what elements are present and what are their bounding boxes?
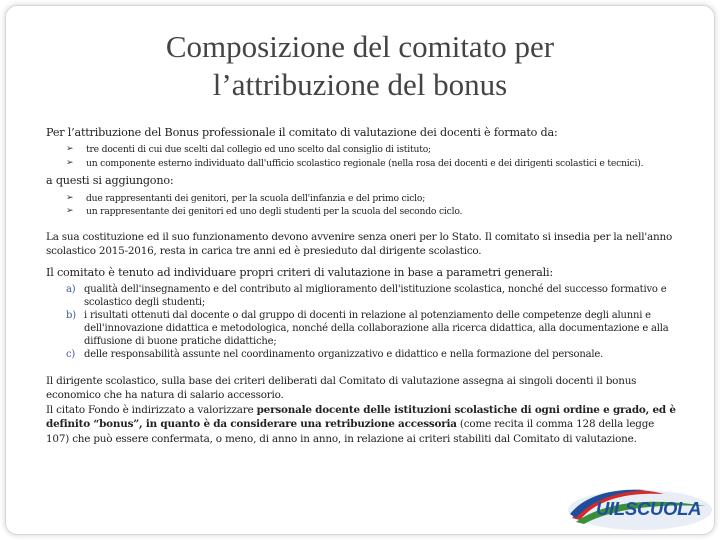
dirigente-paragraph: Il dirigente scolastico, sulla base dei criteri deliberati dal Comitato di valutazione assegna ai singoli docenti il bonus economico che ha natura di salario accessorio. (46, 375, 637, 402)
slide-body (46, 126, 680, 446)
additional-members-list (46, 192, 680, 219)
list-item: ➢ due rappresentanti dei genitori, per la scuola dell'infanzia e del primo ciclo; (66, 192, 426, 204)
list-marker: a) (66, 284, 76, 296)
additional-members-heading: a questi si aggiungono: (46, 174, 174, 188)
arrow-bullet-icon: ➢ (66, 144, 74, 155)
logo-text: UILSCUOLA (596, 498, 702, 519)
fondo-highlight: personale docente delle istituzioni scolastiche di ogni ordine e grado, ed è definito “bonus”, in quanto è da considerare una retribuzione accessoria (46, 403, 676, 431)
slide-title (60, 28, 660, 104)
fondo-paragraph: Il citato Fondo è indirizzato a valorizzare personale docente delle istituzioni scolastiche di ogni ordine e grado, ed è definito “bonus”, in quanto è da considerare una retribuzione accessoria (come recita il comma 128 della legge 107) che può essere confermata, o meno, di anno in anno, in relazione ai criteri stabiliti dal Comitato di valutazione. (46, 403, 676, 445)
intro-paragraph: Per l’attribuzione del Bonus professionale il comitato di valutazione dei docenti è formato da: (46, 126, 558, 139)
criteri-intro: Il comitato è tenuto ad individuare propri criteri di valutazione in base a parametri generali: (46, 265, 553, 279)
title-line-2: l’attribuzione del bonus (212, 67, 508, 102)
uilscuola-logo (566, 484, 714, 532)
title-line-1: Composizione del comitato per (165, 29, 555, 64)
costituzione-paragraph: La sua costituzione ed il suo funzionamento devono avvenire senza oneri per lo Stato. Il comitato si insedia per la nell'anno scolastico 2015-2016, resta in carica tre anni ed è presieduto dal dirigente scolastico. (46, 230, 673, 258)
criteri-list (46, 283, 680, 361)
list-item: a) qualità dell'insegnamento e del contributo al miglioramento dell'istituzione scolastica, nonché del successo formativo e scolastico degli studenti; (66, 284, 667, 309)
list-item: ➢ un componente esterno individuato dall'ufficio scolastico regionale (nella rosa dei docenti e dei dirigenti scolastici e tecnici). (66, 157, 644, 169)
list-marker: c) (66, 349, 76, 361)
list-item: ➢ tre docenti di cui due scelti dal collegio ed uno scelto dal consiglio di istituto; (66, 144, 431, 156)
list-item: ➢ un rappresentante dei genitori ed uno degli studenti per la scuola del secondo ciclo. (66, 206, 463, 218)
list-item: c) delle responsabilità assunte nel coordinamento organizzativo e didattico e nella formazione del personale. (66, 349, 604, 361)
arrow-bullet-icon: ➢ (66, 157, 74, 168)
list-marker: b) (66, 310, 76, 322)
arrow-bullet-icon: ➢ (66, 192, 74, 203)
members-list (46, 143, 680, 170)
arrow-bullet-icon: ➢ (66, 206, 74, 217)
list-item: b) i risultati ottenuti dal docente o dal gruppo di docenti in relazione al potenziamento delle competenze degli alunni e dell'innovazione didattica e metodologica, nonché della collaborazione alla ricerca didattica, alla documentazione e alla diffusione di buone pratiche didattiche; (66, 310, 669, 348)
